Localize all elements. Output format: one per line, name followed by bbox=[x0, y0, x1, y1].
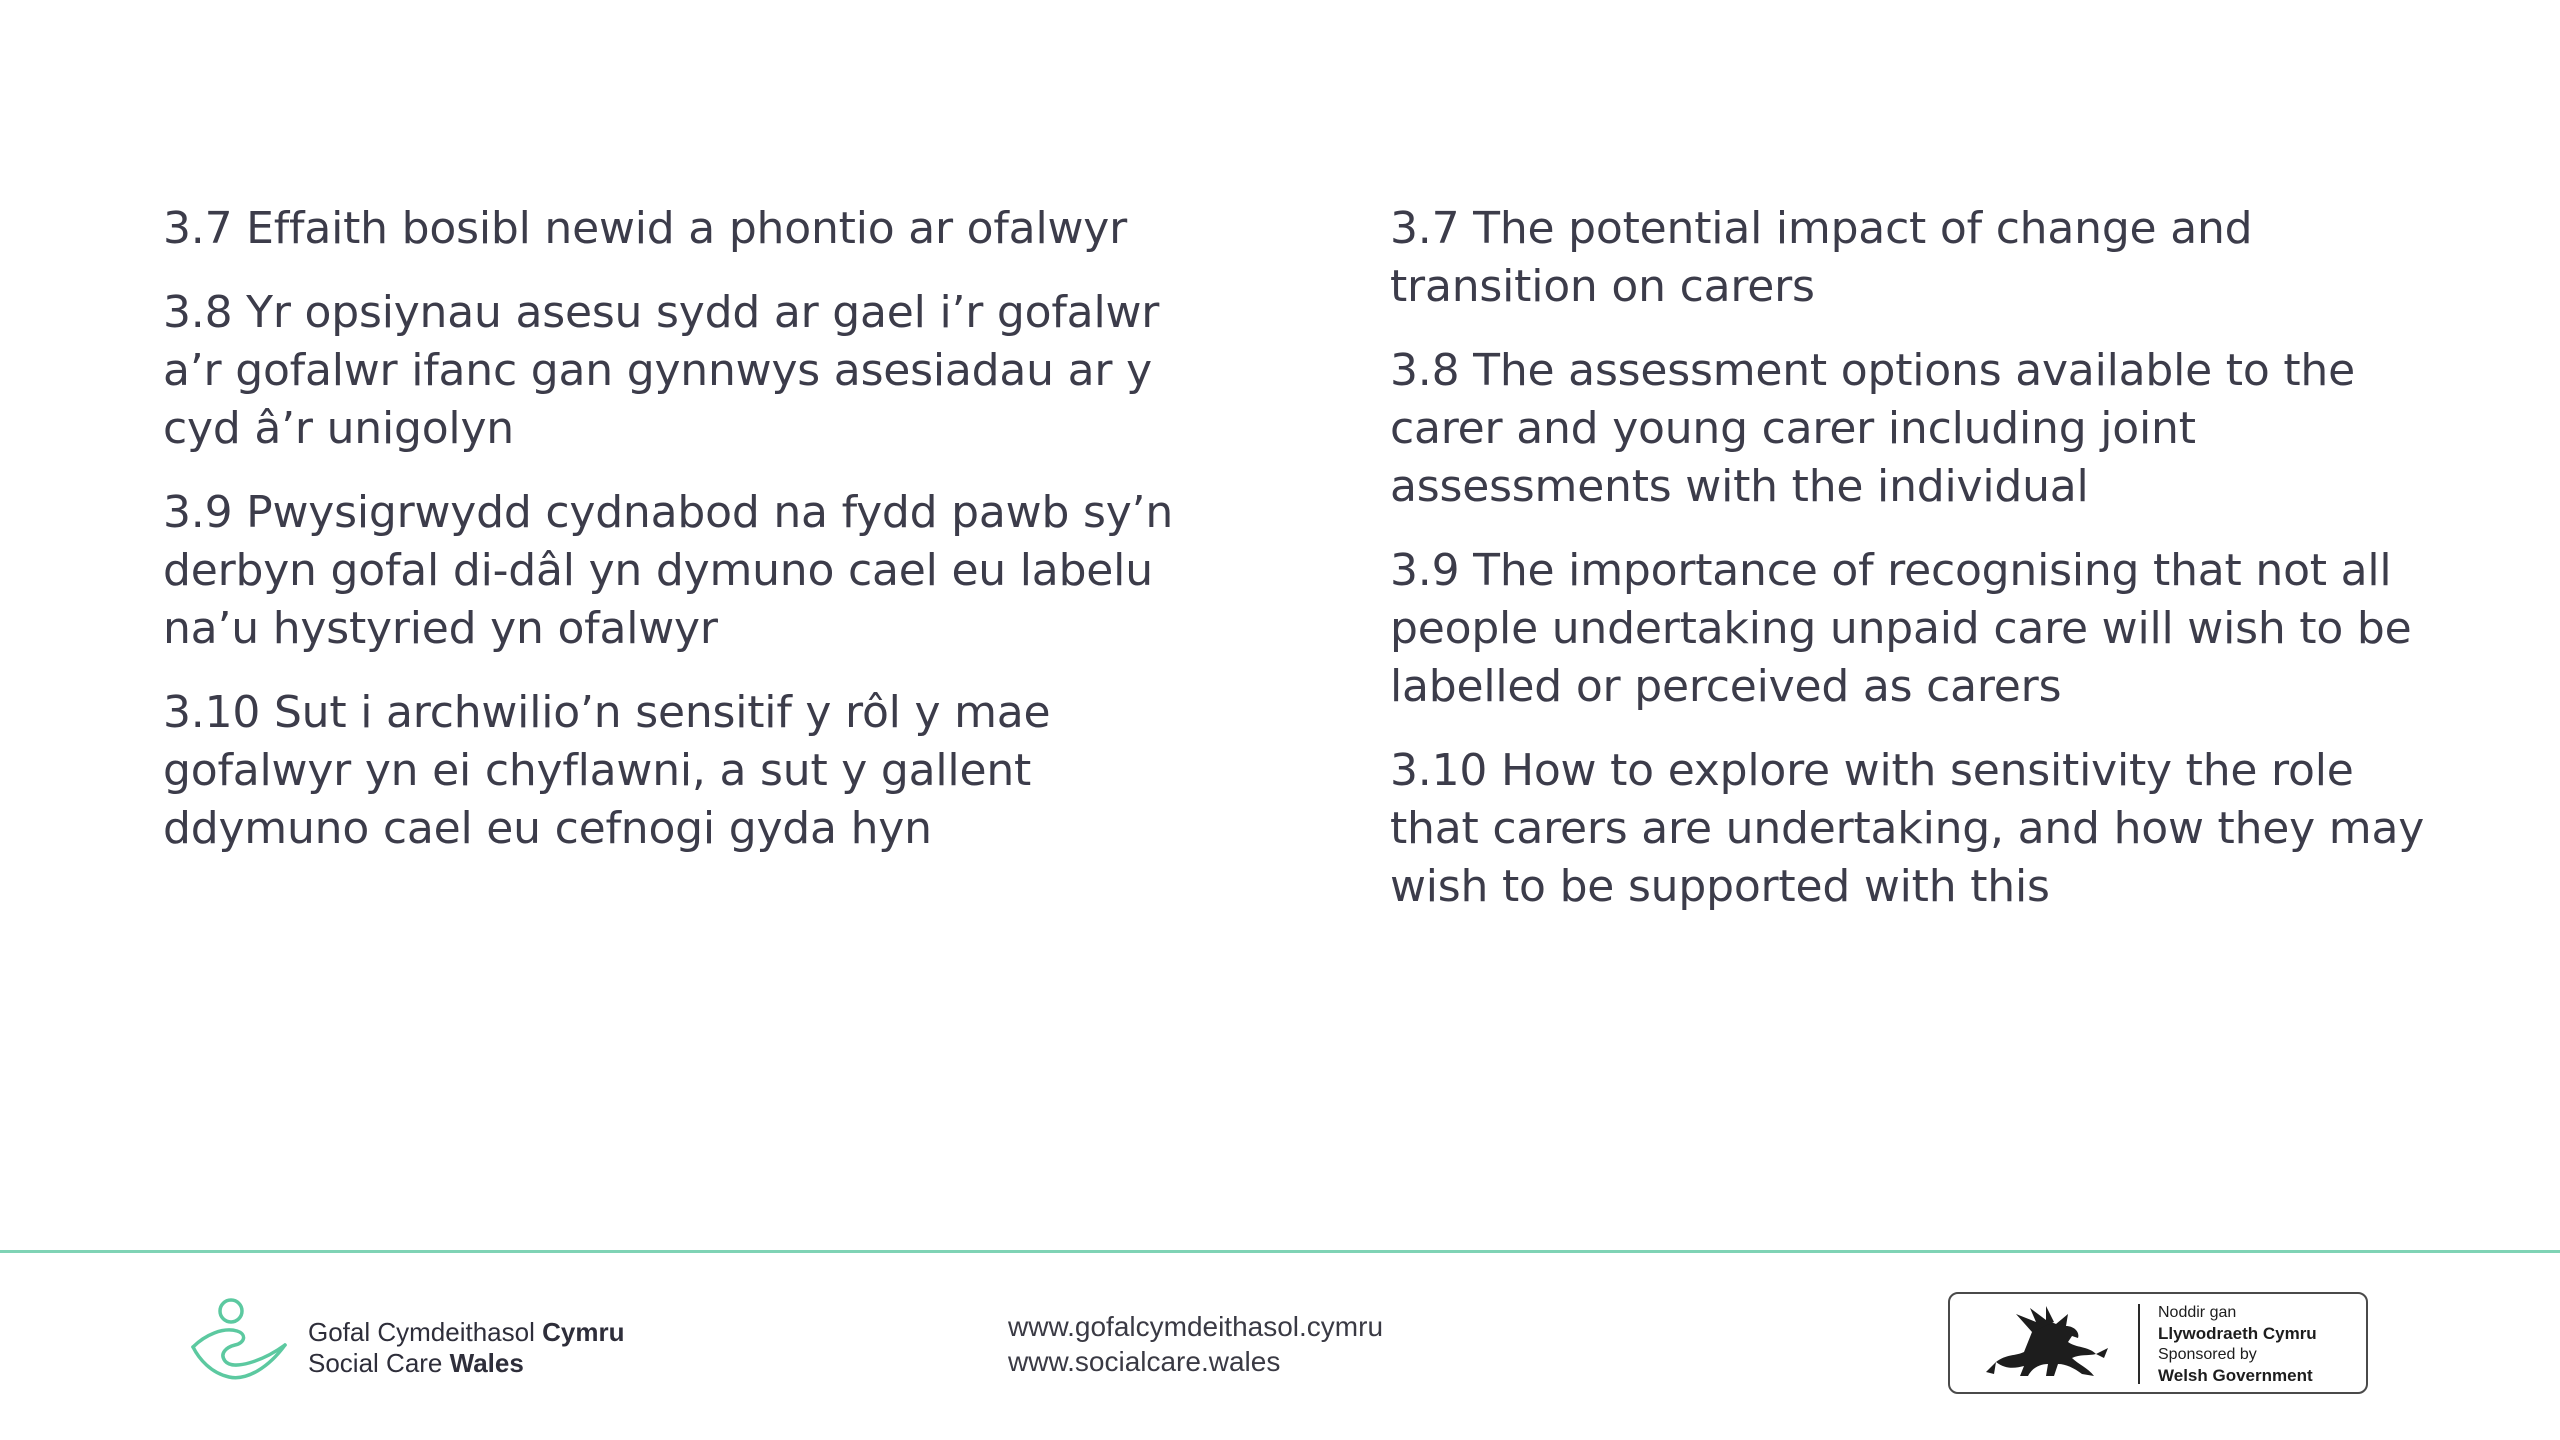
welsh-point-3-7: 3.7 Effaith bosibl newid a phontio ar ofalwyr bbox=[163, 203, 1127, 254]
sponsor-line-llywodraeth: Llywodraeth Cymru bbox=[2158, 1324, 2317, 1343]
sponsor-line-sponsored: Sponsored by bbox=[2158, 1346, 2257, 1363]
english-point-3-8: 3.8 The assessment options available to the carer and young carer including joint assessments with the individual bbox=[1390, 345, 2355, 512]
english-point-3-9: 3.9 The importance of recognising that not all people undertaking unpaid care will wish to be labelled or perceived as carers bbox=[1390, 545, 2412, 712]
url-english[interactable]: www.socialcare.wales bbox=[1008, 1346, 1281, 1377]
english-point-3-7: 3.7 The potential impact of change and transition on carers bbox=[1390, 203, 2253, 312]
welsh-dragon-icon bbox=[1976, 1302, 2116, 1386]
footer-urls bbox=[1008, 1309, 1383, 1379]
sponsor-line-noddir: Noddir gan bbox=[2158, 1304, 2237, 1321]
welsh-column bbox=[163, 200, 1213, 884]
url-welsh[interactable]: www.gofalcymdeithasol.cymru bbox=[1008, 1311, 1384, 1342]
welsh-point-3-8: 3.8 Yr opsiynau asesu sydd ar gael i’r gofalwr a’r gofalwr ifanc gan gynnwys asesiadau ar y cyd â’r unigolyn bbox=[163, 287, 1160, 454]
english-column bbox=[1390, 200, 2440, 942]
brand-name-english: Social Care Wales bbox=[308, 1348, 524, 1378]
slide-content bbox=[163, 200, 2425, 960]
brand-name-welsh: Gofal Cymdeithasol Cymru bbox=[308, 1317, 625, 1347]
sponsor-divider bbox=[2138, 1304, 2140, 1384]
social-care-wales-brand bbox=[185, 1295, 705, 1385]
brand-name bbox=[308, 1317, 624, 1379]
footer bbox=[0, 1253, 2560, 1440]
social-care-wales-logo-icon bbox=[185, 1295, 295, 1385]
sponsor-text bbox=[2158, 1302, 2317, 1386]
english-point-3-10: 3.10 How to explore with sensitivity the role that carers are undertaking, and how they may wish to be supported with this bbox=[1390, 745, 2425, 912]
welsh-point-3-10: 3.10 Sut i archwilio’n sensitif y rôl y mae gofalwyr yn ei chyflawni, a sut y gallent ddymuno cael eu cefnogi gyda hyn bbox=[163, 687, 1051, 854]
sponsor-badge bbox=[1948, 1292, 2368, 1394]
welsh-point-3-9: 3.9 Pwysigrwydd cydnabod na fydd pawb sy’n derbyn gofal di-dâl yn dymuno cael eu labelu na’u hystyried yn ofalwyr bbox=[163, 487, 1174, 654]
sponsor-line-government: Welsh Government bbox=[2158, 1366, 2313, 1385]
